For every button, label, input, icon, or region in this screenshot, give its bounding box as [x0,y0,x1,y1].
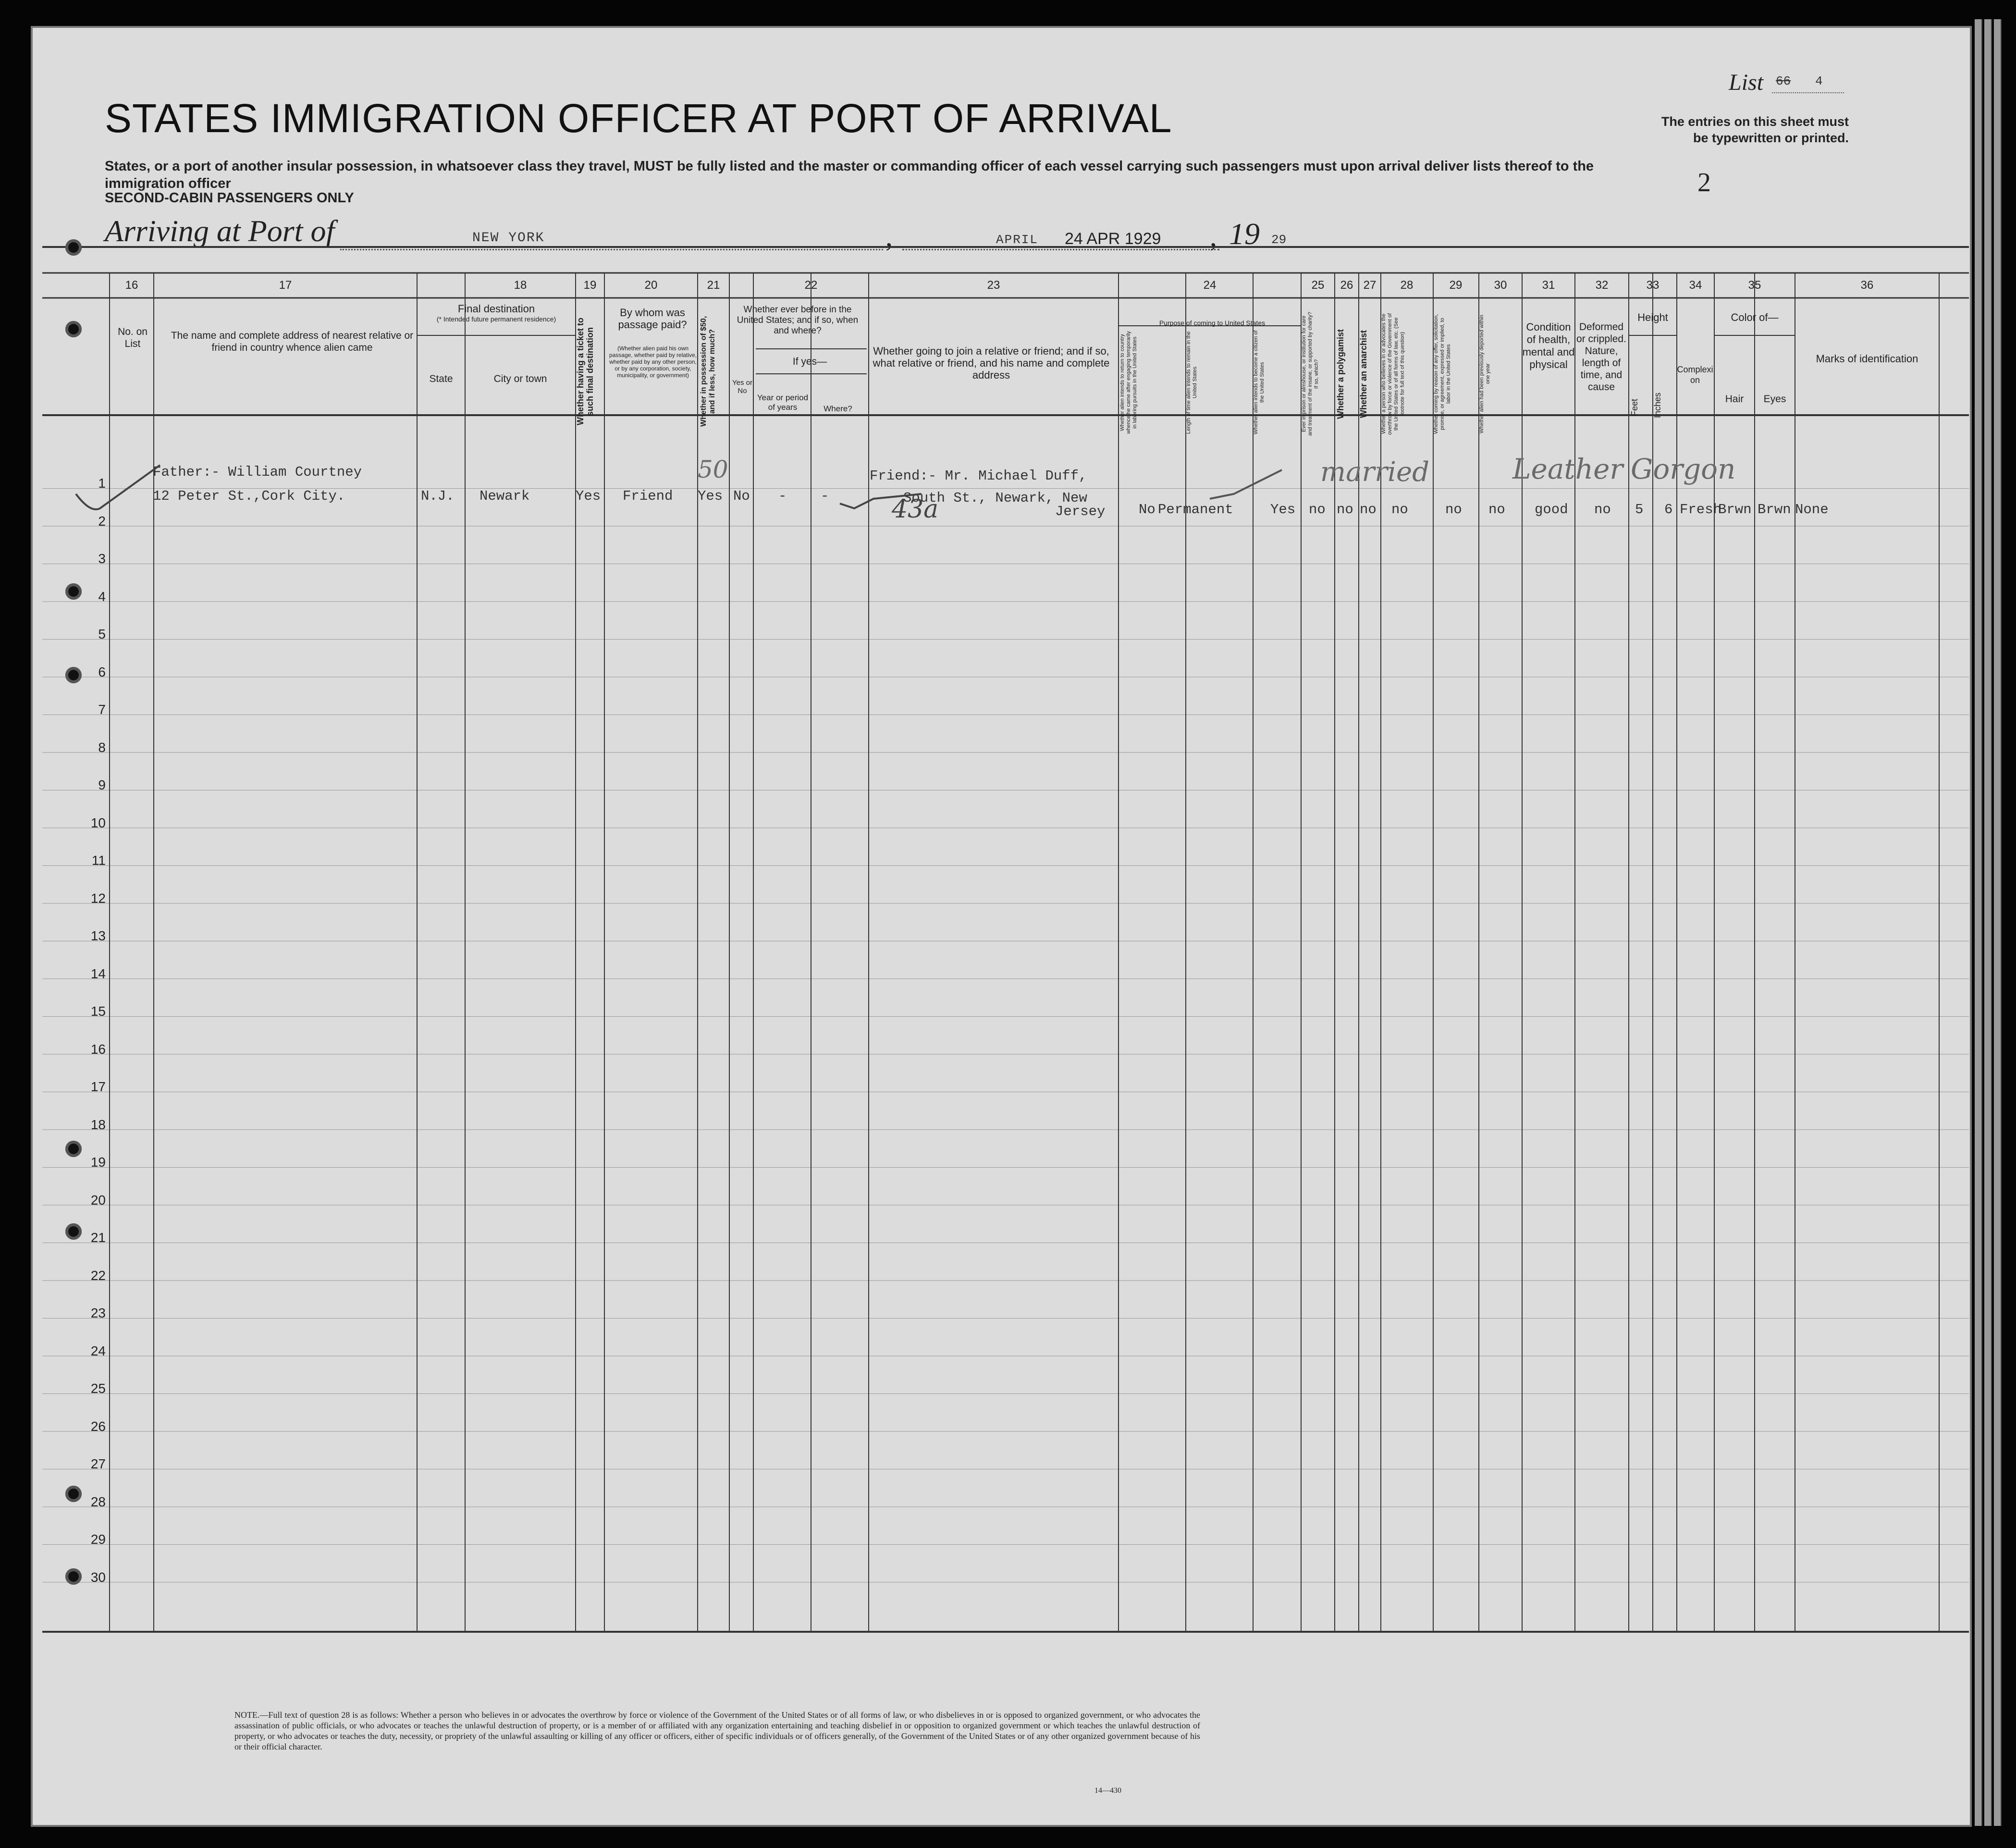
money-handwritten: 50 [698,456,728,483]
col30-header: Whether alien had been previously deported within one year [1479,314,1491,433]
before-value: No [733,488,750,504]
col24a-header: Whether alien intends to return to country whence he came after engaging temporarily in laboring pursuits in the United States [1119,331,1138,434]
row-number: 27 [90,1456,106,1472]
col33-header: Height [1637,311,1668,323]
list-label: List [1729,70,1764,95]
entries-note: The entries on this sheet must be typewritten or printed. [1661,114,1849,145]
handwritten-married: married [1320,456,1429,488]
q29-value: no [1445,502,1462,517]
row-number: 5 [98,627,106,642]
length-value: Permanent [1158,502,1233,517]
col22-yesno: Yes or No [732,379,752,395]
instructions-text: States, or a port of another insular possession, in whatsoever class they travel, MUST be fully listed and the master or commanding officer of each vessel carrying such passengers must upon arrival deliver lists thereof to the immigration officer [105,159,1594,191]
column-number: 28 [1400,279,1414,292]
col22-header: Whether ever before in the United States; and if so, when and where? [737,305,859,336]
col27-header: Whether an anarchist [1359,330,1368,418]
complexion-value: Fresh [1680,502,1722,517]
col22-years: Year or period of years [757,393,809,412]
prison-value: no [1309,502,1326,517]
column-number: 29 [1449,279,1463,292]
date-typed: APRIL [996,233,1039,247]
comma: , [1210,221,1217,252]
col20-header: By whom was passage paid? [618,307,687,331]
column-number: 17 [279,279,292,292]
row-number: 20 [90,1192,106,1207]
col19-header: Whether having a ticket to such final destination [576,317,595,426]
year-suffix: 29 [1271,233,1287,247]
row-number: 24 [90,1343,106,1358]
citizen-value: Yes [1270,502,1296,517]
relative-line1: Father:- William Courtney [153,464,362,480]
column-number: 35 [1748,279,1761,292]
column-number: 19 [583,279,597,292]
deported-value: no [1488,502,1505,517]
column-number: 24 [1203,279,1217,292]
row-number: 8 [98,739,106,755]
join-handwritten: 43a [892,495,939,524]
col35-hair: Hair [1725,394,1744,405]
sheet-number: 2 [1697,168,1711,197]
page-edge [1975,19,1982,1826]
col16-header: No. on List [118,326,148,349]
polygamist-value: no [1337,502,1353,517]
page-title: STATES IMMIGRATION OFFICER AT PORT OF ARRIVAL [105,96,1172,141]
form-number: 14—430 [1094,1786,1121,1795]
col32-header: Deformed or crippled. Nature, length of time, and cause [1576,321,1626,393]
row-number: 29 [90,1532,106,1547]
state-value: N.J. [421,488,455,504]
col28-header: Whether a person who believes in or advocates the overthrow by force or violence of the Government of the United States or of all forms of law, etc. (See footnote for full text of this question) [1381,313,1405,435]
date-stamp: 24 APR 1929 [1065,230,1161,248]
money-value: Yes [698,488,723,504]
column-number: 33 [1646,279,1660,292]
column-number: 36 [1860,279,1874,292]
col20-note: (Whether alien paid his own passage, whether paid by relative, whether paid by any other person, or by any corporation, society, municipality, or government) [609,345,697,379]
col24c-header: Whether alien intends to become a citizen of the United States [1253,330,1265,435]
port-value: NEW YORK [472,231,545,246]
check-mark [1205,465,1291,508]
deformed-value: no [1594,502,1611,517]
column-number: 32 [1595,279,1609,292]
list-number: 4 [1815,74,1823,88]
row-number: 26 [90,1418,106,1434]
col35-eyes: Eyes [1763,394,1786,405]
column-number: 20 [644,279,658,292]
row-number: 3 [98,551,106,567]
check-mark [71,460,167,518]
list-struck: 66 [1776,74,1791,88]
page-edge [1994,19,2002,1826]
col17-header: The name and complete address of nearest relative or friend in country whence alien came [171,330,414,353]
relative-line2: 12 Peter St.,Cork City. [153,488,345,504]
col35-header: Color of— [1731,311,1779,323]
footnote: NOTE.—Full text of question 28 is as follows: Whether a person who believes in or advocates the overthrow by force or violence of the Government of the United States or of all forms of law, or who disbelieves in or is opposed to organized government, or who advocates the assassination of public officials, or who advocates or teaches the unlawful destruction of property, or is a member of or affiliated with any organization entertaining and teaching disbelief in or opposition to organized government or which teaches the unlawful destruction of property, or who advocates or teaches the duty, necessity, or propriety of the unlawful assaulting or killing of any officer or officers, either of specific individuals or of officers generally, of the Government of the United States or of any other organized government because of his or their official character. [234,1710,1200,1751]
row-number: 11 [91,853,106,868]
join-line2: South St., Newark, New [903,490,1087,506]
row-number: 4 [98,589,106,604]
col31-header: Condition of health, mental and physical [1522,321,1575,370]
row-number: 14 [90,966,106,981]
q28-value: no [1391,502,1408,517]
row-number: 6 [98,664,106,679]
join-line3: Jersey [1055,504,1106,519]
check-mark [835,484,931,513]
health-value: good [1535,502,1568,517]
before-years: - [778,488,787,504]
marks-value: None [1795,502,1829,517]
paid-by-value: Friend [623,488,673,504]
row-number: 2 [98,513,106,529]
row-number: 13 [90,928,106,944]
binder-hole [65,239,82,256]
binder-hole [65,1486,82,1502]
feet-value: 5 [1635,502,1644,517]
before-where: - [821,488,829,504]
column-number: 16 [125,279,138,292]
column-number: 18 [514,279,527,292]
col24-header: Purpose of coming to United States [1159,319,1266,327]
col21-header: Whether in possession of $50, and if less, how much? [700,316,716,427]
row-number: 15 [90,1004,106,1019]
binder-hole [65,1223,82,1240]
row-number: 9 [98,777,106,793]
second-cabin-label: SECOND-CABIN PASSENGERS ONLY [105,190,354,206]
binder-hole [65,1141,82,1157]
row-number: 30 [90,1569,106,1585]
row-number: 19 [90,1155,106,1170]
column-number: 31 [1542,279,1555,292]
col33-inches: Inches [1653,392,1662,418]
col36-header: Marks of identification [1816,353,1918,365]
col18-city-header: City or town [493,373,547,384]
handwritten-occupation: Leather [1512,453,1623,485]
inches-value: 6 [1664,502,1673,517]
col25-header: Ever in prison or almshouse, or institution for care and treatment of the insane, or supported by charity? If so, which? [1301,311,1319,436]
row-number: 1 [98,476,106,491]
year-prefix: 19 [1229,217,1260,251]
row-number: 21 [90,1230,106,1245]
column-number: 34 [1689,279,1702,292]
city-value: Newark [479,488,530,504]
page-edge [1984,19,1992,1826]
hair-value: Brwn [1718,502,1752,517]
col22-ifyes: If yes— [792,356,827,367]
row-number: 12 [90,890,106,906]
row-number: 10 [90,815,106,830]
binder-hole [65,321,82,337]
col18-header: Final destination [457,303,535,315]
row-number: 17 [90,1079,106,1095]
row-number: 22 [90,1268,106,1283]
row-number: 7 [98,702,106,717]
row-number: 28 [90,1494,106,1509]
row-number: 16 [90,1041,106,1057]
column-number: 21 [707,279,720,292]
binder-hole [65,583,82,600]
col26-header: Whether a polygamist [1336,329,1345,419]
table-grid [33,28,1974,1829]
col33-feet: Feet [1630,398,1639,417]
comma: , [885,221,893,252]
column-number: 30 [1494,279,1507,292]
row-number: 25 [90,1381,106,1396]
eyes-value: Brwn [1758,502,1791,517]
col22-where: Where? [824,404,852,413]
handwritten-extra: Gorgon [1631,453,1736,485]
column-number: 22 [804,279,818,292]
col24b-header: Length of time alien intends to remain in the United States [1186,331,1198,434]
col29-header: Whether coming by reason of any offer, solicitation, promise, or agreement, expressed or implied, to labor in the United States [1433,314,1451,434]
binder-hole [65,1568,82,1585]
col34-header: Complexion [1677,365,1713,385]
return-value: No [1139,502,1156,517]
anarchist-value: no [1360,502,1377,517]
row-number: 18 [90,1117,106,1132]
column-number: 23 [987,279,1000,292]
column-number: 26 [1340,279,1353,292]
arriving-label: Arriving at Port of [105,214,335,248]
join-line1: Friend:- Mr. Michael Duff, [870,468,1087,484]
column-number: 27 [1363,279,1377,292]
manifest-sheet [31,26,1972,1827]
column-number: 25 [1311,279,1325,292]
col23-header: Whether going to join a relative or friend; and if so, what relative or friend, and his name and complete address [873,345,1110,381]
binder-hole [65,667,82,683]
col18-state-header: State [429,373,453,384]
col18-note: (* Intended future permanent residence) [436,315,556,323]
ticket-value: Yes [576,488,601,504]
row-number: 23 [90,1306,106,1321]
